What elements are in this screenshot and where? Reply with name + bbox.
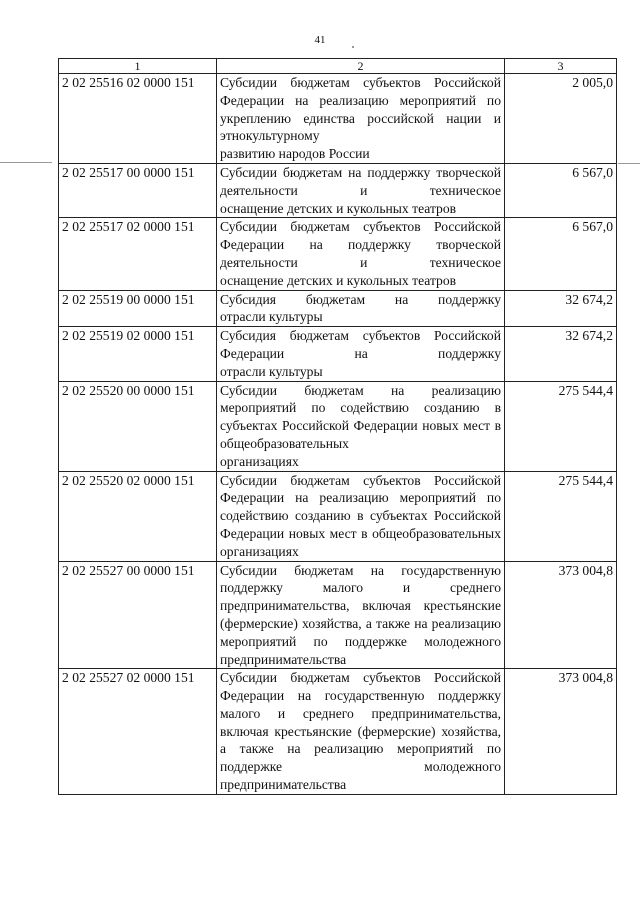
- amount-cell: 6 567,0: [505, 218, 617, 290]
- budget-table: [58, 58, 617, 795]
- description-text: Субсидии бюджетам на реализацию мероприятий по содействию созданию в субъектах Российской Федерации новых мест в общеобразовательных: [220, 382, 501, 451]
- description-last-line: предпринимательства: [220, 777, 347, 793]
- description-text: Субсидия бюджетам на поддержку: [220, 291, 501, 307]
- description-text: Субсидии бюджетам на поддержку творческой деятельности и техническое: [220, 164, 501, 198]
- table-row: [59, 471, 617, 561]
- table-row: [59, 163, 617, 217]
- budget-code-cell: 2 02 25519 00 0000 151: [59, 290, 217, 327]
- column-header: 2: [217, 59, 505, 74]
- budget-code-cell: 2 02 25520 02 0000 151: [59, 471, 217, 561]
- amount-cell: 373 004,8: [505, 561, 617, 669]
- budget-code-cell: 2 02 25527 00 0000 151: [59, 561, 217, 669]
- description-last-line: предпринимательства: [220, 651, 347, 667]
- description-cell: [217, 218, 505, 290]
- budget-code-cell: 2 02 25517 02 0000 151: [59, 218, 217, 290]
- description-text: Субсидии бюджетам на государственную поддержку малого и среднего предпринимательства, включая крестьянские (фермерские) хозяйства, а также на реализацию мероприятий по поддержке молодежного: [220, 562, 501, 649]
- description-last-line: отрасли культуры: [220, 309, 323, 325]
- description-cell: [217, 163, 505, 217]
- description-last-line: организациях: [220, 543, 299, 559]
- description-text: Субсидии бюджетам субъектов Российской Федерации на поддержку творческой деятельности и техническое: [220, 219, 501, 270]
- description-last-line: оснащение детских и кукольных театров: [220, 200, 457, 216]
- scan-speck: [352, 46, 354, 48]
- column-header: 3: [505, 59, 617, 74]
- description-cell: [217, 669, 505, 795]
- description-cell: [217, 471, 505, 561]
- table-row: [59, 327, 617, 381]
- margin-line-right: [618, 163, 640, 164]
- table-row: [59, 669, 617, 795]
- budget-code-cell: 2 02 25519 02 0000 151: [59, 327, 217, 381]
- description-cell: [217, 74, 505, 164]
- table-row: [59, 561, 617, 669]
- description-cell: [217, 327, 505, 381]
- description-text: Субсидии бюджетам субъектов Российской Федерации на реализацию мероприятий по укреплению единства российской нации и этнокультурному: [220, 75, 501, 144]
- description-text: Субсидии бюджетам субъектов Российской Федерации на реализацию мероприятий по содействию созданию в субъектах Российской Федерации новых мест в общеобразовательных: [220, 472, 501, 541]
- margin-line-left: [0, 162, 52, 163]
- budget-code-cell: 2 02 25527 02 0000 151: [59, 669, 217, 795]
- budget-code-cell: 2 02 25516 02 0000 151: [59, 74, 217, 164]
- amount-cell: 2 005,0: [505, 74, 617, 164]
- description-cell: [217, 381, 505, 471]
- table-row: [59, 290, 617, 327]
- description-last-line: отрасли культуры: [220, 363, 323, 379]
- table-row: [59, 218, 617, 290]
- amount-cell: 275 544,4: [505, 381, 617, 471]
- description-text: Субсидия бюджетам субъектов Российской Федерации на поддержку: [220, 328, 501, 361]
- table-row: [59, 381, 617, 471]
- amount-cell: 373 004,8: [505, 669, 617, 795]
- description-text: Субсидии бюджетам субъектов Российской Федерации на государственную поддержку малого и среднего предпринимательства, включая крестьянские (фермерские) хозяйства, а также на реализацию мероприятий по поддержке молодежного: [220, 670, 501, 775]
- description-cell: [217, 561, 505, 669]
- table-header-row: [59, 59, 617, 74]
- description-last-line: развитию народов России: [220, 146, 370, 162]
- amount-cell: 32 674,2: [505, 290, 617, 327]
- description-cell: [217, 290, 505, 327]
- table-row: [59, 74, 617, 164]
- budget-code-cell: 2 02 25520 00 0000 151: [59, 381, 217, 471]
- amount-cell: 32 674,2: [505, 327, 617, 381]
- description-last-line: оснащение детских и кукольных театров: [220, 272, 457, 288]
- amount-cell: 275 544,4: [505, 471, 617, 561]
- description-last-line: организациях: [220, 453, 299, 469]
- budget-code-cell: 2 02 25517 00 0000 151: [59, 163, 217, 217]
- amount-cell: 6 567,0: [505, 163, 617, 217]
- column-header: 1: [59, 59, 217, 74]
- page-number: 41: [314, 34, 326, 46]
